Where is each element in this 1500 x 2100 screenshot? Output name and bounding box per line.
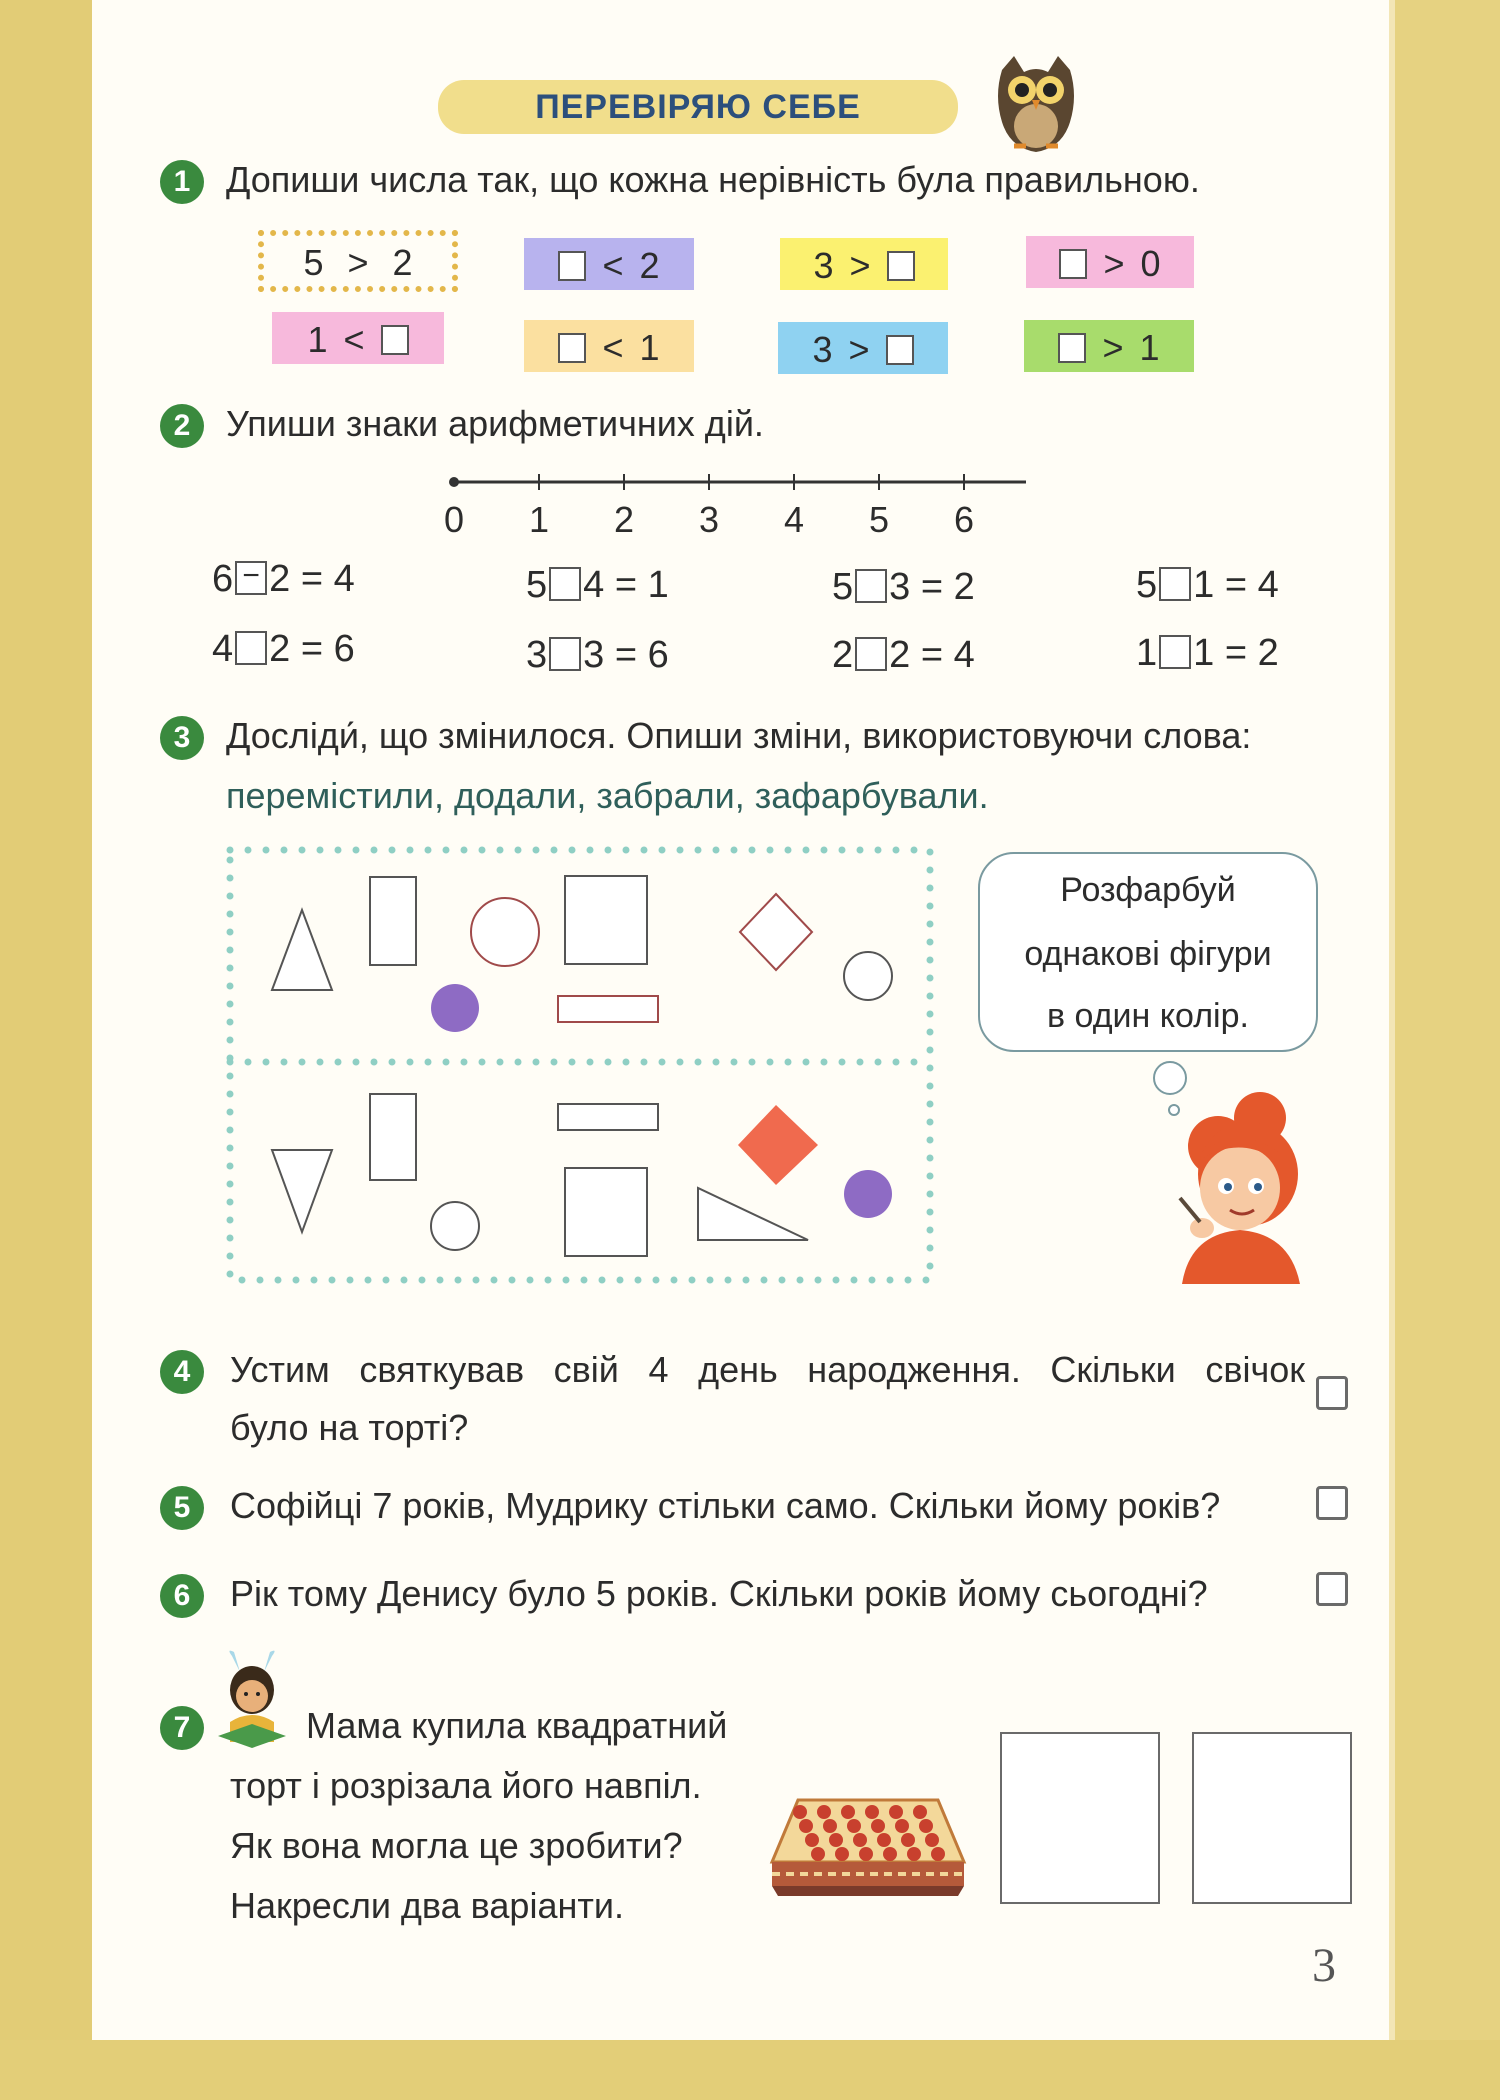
eq-operand: 6 bbox=[212, 558, 234, 600]
cake-berry bbox=[829, 1833, 843, 1847]
operation-box[interactable] bbox=[1159, 635, 1191, 669]
eq-operand: 3 bbox=[526, 634, 548, 676]
answer-box[interactable] bbox=[1316, 1572, 1348, 1606]
page-number: 3 bbox=[1312, 1939, 1336, 1992]
eq-operand: 4 bbox=[583, 564, 605, 606]
rectangle-shape bbox=[370, 877, 416, 965]
operation-box[interactable]: − bbox=[235, 561, 267, 595]
inequality bbox=[524, 238, 694, 290]
inequality bbox=[272, 312, 444, 364]
shapes-panel bbox=[220, 840, 940, 1290]
eq-result: = 6 bbox=[300, 628, 355, 670]
equation bbox=[212, 626, 355, 672]
eq-operand: 2 bbox=[269, 558, 291, 600]
circle-shape bbox=[471, 898, 539, 966]
task3-line1: Досліди́, що змінилося. Опиши зміни, використовуючи слова: bbox=[226, 715, 1252, 756]
cake-berry bbox=[853, 1833, 867, 1847]
ineq-right: 1 bbox=[639, 327, 660, 369]
bubble-line: однакові фігури bbox=[1024, 935, 1272, 973]
task-number-7: 7 bbox=[160, 1706, 204, 1750]
cake-berry bbox=[931, 1847, 945, 1861]
ineq-sign: < bbox=[602, 327, 624, 369]
task7-line: Як вона могла це зробити? bbox=[230, 1825, 683, 1866]
eq-result: = 2 bbox=[920, 566, 975, 608]
square-shape bbox=[565, 1168, 647, 1256]
rectangle-shape bbox=[558, 996, 658, 1022]
ineq-left: 5 bbox=[303, 242, 324, 284]
eq-operand: 4 bbox=[212, 628, 234, 670]
answer-box[interactable] bbox=[381, 325, 409, 355]
circle-shape bbox=[844, 952, 892, 1000]
eq-operand: 3 bbox=[583, 634, 605, 676]
shapes-before bbox=[272, 876, 892, 1032]
triangle-shape bbox=[272, 910, 332, 990]
operation-box[interactable] bbox=[1159, 567, 1191, 601]
eq-operand: 2 bbox=[889, 634, 911, 676]
cake-berry bbox=[835, 1847, 849, 1861]
purple-dot bbox=[431, 984, 479, 1032]
page-title: ПЕРЕВІРЯЮ СЕБЕ bbox=[535, 88, 861, 126]
task-number-1: 1 bbox=[160, 160, 204, 204]
equation bbox=[832, 632, 975, 678]
page-frame-right bbox=[1395, 0, 1500, 2100]
ineq-sign: > bbox=[848, 329, 870, 371]
cake-berry bbox=[901, 1833, 915, 1847]
ineq-right: 2 bbox=[392, 242, 413, 284]
ineq-left: 3 bbox=[813, 245, 834, 287]
cake-berry bbox=[889, 1805, 903, 1819]
task-number-4: 4 bbox=[160, 1350, 204, 1394]
cake-berry bbox=[811, 1847, 825, 1861]
cake-icon bbox=[768, 1770, 968, 1900]
eq-operand: 5 bbox=[832, 566, 854, 608]
cake-berry bbox=[805, 1833, 819, 1847]
inequality bbox=[778, 322, 948, 374]
inequality-example bbox=[258, 230, 458, 292]
equation bbox=[212, 556, 355, 602]
ineq-right: 0 bbox=[1140, 243, 1161, 285]
equation bbox=[1136, 630, 1279, 676]
task7-line: торт і розрізала його навпіл. bbox=[230, 1765, 702, 1806]
eq-result: = 2 bbox=[1224, 632, 1279, 674]
drawing-box-2[interactable] bbox=[1192, 1732, 1352, 1904]
number-line-label: 5 bbox=[868, 499, 890, 540]
ineq-sign: > bbox=[1103, 243, 1125, 285]
cake-berry bbox=[919, 1819, 933, 1833]
girl-thinking-icon bbox=[1160, 1088, 1330, 1288]
inequality bbox=[1024, 320, 1194, 372]
ineq-sign: > bbox=[849, 245, 871, 287]
ineq-left: 1 bbox=[307, 319, 328, 361]
task7-line: Накресли два варіанти. bbox=[230, 1885, 624, 1926]
number-line-label: 1 bbox=[528, 499, 550, 540]
number-line bbox=[440, 470, 1030, 550]
number-line-label: 3 bbox=[698, 499, 720, 540]
cake-berry bbox=[865, 1805, 879, 1819]
page-frame-bottom bbox=[0, 2040, 1500, 2100]
ineq-right: 2 bbox=[639, 245, 660, 287]
operation-box[interactable] bbox=[549, 567, 581, 601]
answer-box[interactable] bbox=[1059, 249, 1087, 279]
answer-box[interactable] bbox=[886, 335, 914, 365]
diamond-shape bbox=[738, 1105, 818, 1185]
eq-result: = 6 bbox=[614, 634, 669, 676]
cake-berry bbox=[895, 1819, 909, 1833]
ineq-sign: > bbox=[347, 242, 369, 284]
purple-dot bbox=[844, 1170, 892, 1218]
diamond-shape bbox=[740, 894, 812, 970]
equation bbox=[526, 632, 669, 678]
eq-operand: 1 bbox=[1193, 632, 1215, 674]
cake-berry bbox=[877, 1833, 891, 1847]
eq-operand: 3 bbox=[889, 566, 911, 608]
rectangle-shape bbox=[558, 1104, 658, 1130]
cake-berry bbox=[913, 1805, 927, 1819]
ineq-right: 1 bbox=[1139, 327, 1160, 369]
operation-box[interactable] bbox=[235, 631, 267, 665]
task4-line2: було на торті? bbox=[230, 1407, 469, 1448]
cake-berry bbox=[823, 1819, 837, 1833]
operation-box[interactable] bbox=[855, 569, 887, 603]
ineq-sign: < bbox=[343, 319, 365, 361]
eq-result: = 1 bbox=[614, 564, 669, 606]
task6-text: Рік тому Денису було 5 років. Скільки років йому сьогодні? bbox=[230, 1573, 1208, 1614]
inequality bbox=[524, 320, 694, 372]
cake-berry bbox=[841, 1805, 855, 1819]
task3-line2: перемістили, додали, забрали, зафарбували. bbox=[226, 775, 989, 816]
eq-operand: 1 bbox=[1136, 632, 1158, 674]
answer-box[interactable] bbox=[1316, 1376, 1348, 1410]
ineq-sign: > bbox=[1102, 327, 1124, 369]
number-line-label: 4 bbox=[783, 499, 805, 540]
cake-berry bbox=[793, 1805, 807, 1819]
right-triangle-shape bbox=[698, 1188, 808, 1240]
page-frame-left bbox=[0, 0, 92, 2100]
ineq-left: 3 bbox=[812, 329, 833, 371]
cake-berry bbox=[799, 1819, 813, 1833]
cake-berry bbox=[925, 1833, 939, 1847]
eq-result: = 4 bbox=[300, 558, 355, 600]
eq-operand: 2 bbox=[832, 634, 854, 676]
eq-operand: 5 bbox=[526, 564, 548, 606]
task-number-5: 5 bbox=[160, 1486, 204, 1530]
operation-box[interactable] bbox=[549, 637, 581, 671]
answer-box[interactable] bbox=[558, 251, 586, 281]
drawing-box-1[interactable] bbox=[1000, 1732, 1160, 1904]
square-shape bbox=[565, 876, 647, 964]
task1-text: Допиши числа так, що кожна нерівність була правильною. bbox=[226, 159, 1200, 200]
rectangle-shape bbox=[370, 1094, 416, 1180]
number-line-label: 2 bbox=[613, 499, 635, 540]
eq-operand: 5 bbox=[1136, 564, 1158, 606]
number-line-label: 6 bbox=[953, 499, 975, 540]
inequality bbox=[780, 238, 948, 290]
task2-text: Упиши знаки арифметичних дій. bbox=[226, 403, 764, 444]
task-number-3: 3 bbox=[160, 716, 204, 760]
answer-box[interactable] bbox=[558, 333, 586, 363]
operation-box[interactable] bbox=[855, 637, 887, 671]
task5-text: Софійці 7 років, Мудрику стільки само. Скільки йому років? bbox=[230, 1485, 1221, 1526]
number-line-label: 0 bbox=[443, 499, 465, 540]
cake-berry bbox=[847, 1819, 861, 1833]
bubble-line: Розфарбуй bbox=[1060, 871, 1236, 909]
eq-operand: 1 bbox=[1193, 564, 1215, 606]
equation bbox=[1136, 562, 1279, 608]
eq-operand: 2 bbox=[269, 628, 291, 670]
eq-result: = 4 bbox=[1224, 564, 1279, 606]
cake-berry bbox=[883, 1847, 897, 1861]
cake-berry bbox=[859, 1847, 873, 1861]
equation bbox=[832, 564, 975, 610]
task4-line1: Устим святкував свій 4 день народження. Скільки свічок bbox=[230, 1349, 1305, 1390]
inequality bbox=[1026, 236, 1194, 288]
girl-reading-icon bbox=[212, 1650, 292, 1750]
task-number-2: 2 bbox=[160, 404, 204, 448]
circle-shape bbox=[431, 1202, 479, 1250]
cake-berry bbox=[907, 1847, 921, 1861]
eq-result: = 4 bbox=[920, 634, 975, 676]
triangle-shape bbox=[272, 1150, 332, 1232]
owl-icon bbox=[990, 48, 1082, 156]
bubble-line: в один колір. bbox=[1047, 997, 1249, 1035]
answer-box[interactable] bbox=[887, 251, 915, 281]
task7-line: Мама купила квадратний bbox=[306, 1705, 728, 1746]
equation bbox=[526, 562, 669, 608]
task-number-6: 6 bbox=[160, 1574, 204, 1618]
answer-box[interactable] bbox=[1058, 333, 1086, 363]
shapes-after bbox=[272, 1094, 892, 1256]
cake-berry bbox=[817, 1805, 831, 1819]
number-line-ticks bbox=[444, 474, 974, 540]
ineq-sign: < bbox=[602, 245, 624, 287]
answer-box[interactable] bbox=[1316, 1486, 1348, 1520]
cake-berry bbox=[871, 1819, 885, 1833]
